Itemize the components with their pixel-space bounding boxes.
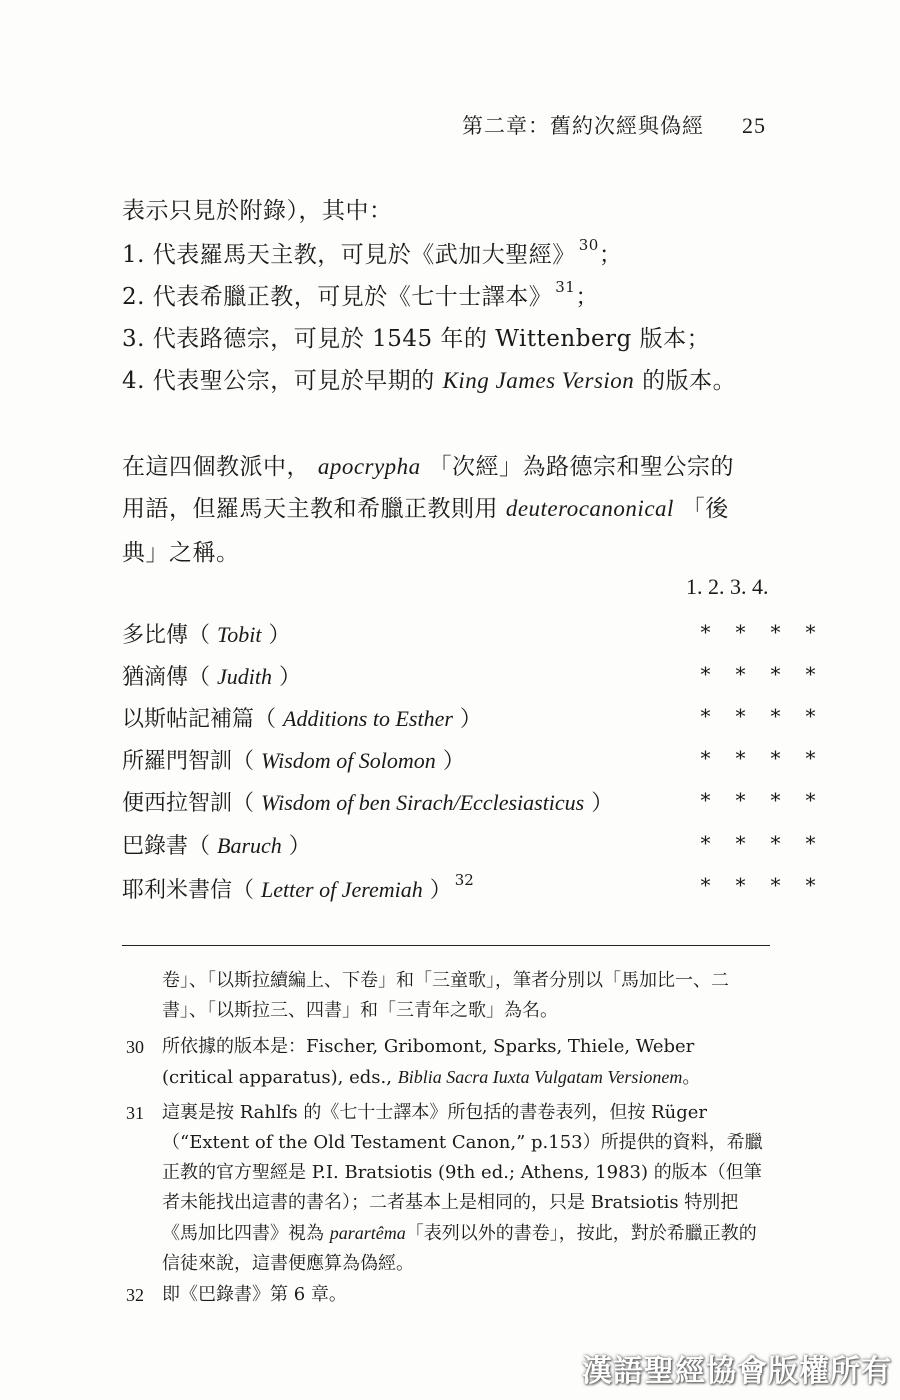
footnote-number: 32 — [126, 1285, 144, 1305]
column-header: 1. 2. 3. 4. — [686, 574, 769, 599]
footnote-text: 所依據的版本是：Fischer, Gribomont, Sparks, Thiele, Weber (critical apparatus), eds., — [162, 1036, 695, 1088]
list-item — [122, 320, 710, 353]
book-name — [122, 618, 290, 649]
book-name — [122, 660, 301, 691]
marks — [688, 788, 828, 812]
mark: * — [735, 746, 746, 770]
mark: * — [735, 788, 746, 812]
table-row — [122, 871, 816, 904]
footnote-end: 「表列以外的書卷」，按此，對於希臘正教的信徒來說，這書便應算為偽經。 — [162, 1223, 757, 1274]
marks — [688, 662, 828, 686]
mark: * — [735, 704, 746, 728]
mark: * — [700, 620, 711, 644]
book-name — [122, 702, 482, 733]
paren-close: ） — [591, 791, 614, 816]
italic-term: deuterocanonical — [505, 496, 674, 521]
italic-term: Biblia Sacra Iuxta Vulgatam Versionem — [397, 1067, 683, 1087]
book-zh: 巴錄書（ — [122, 834, 211, 859]
footnote-ref: 31 — [555, 278, 576, 296]
mark: * — [770, 873, 781, 897]
paren-close: ） — [268, 623, 291, 648]
footnote-text: 卷」、「以斯拉續編上、下卷」和「三童歌」，筆者分別以「馬加比一、二書」、「以斯拉三、四書」和「三青年之歌」為名。 — [162, 970, 729, 1021]
list-item-text: 1. 代表羅馬天主教，可見於《武加大聖經》 — [122, 242, 576, 268]
list-item-tail: 的版本。 — [642, 368, 737, 394]
paragraph-line — [122, 448, 734, 481]
book-en: Tobit — [217, 622, 262, 647]
table-row — [122, 829, 816, 860]
footnote-32 — [126, 1280, 770, 1310]
marks — [688, 831, 828, 855]
mark: * — [805, 873, 816, 897]
book-en: Wisdom of Solomon — [261, 748, 436, 773]
footnote-end: 。 — [682, 1067, 701, 1088]
mark: * — [805, 662, 816, 686]
list-item-tail: ； — [575, 284, 599, 310]
mark: * — [700, 704, 711, 728]
book-zh: 所羅門智訓（ — [122, 749, 255, 774]
paren-close: ） — [459, 707, 482, 732]
book-zh: 便西拉智訓（ — [122, 791, 255, 816]
mark: * — [735, 873, 746, 897]
book-en: Letter of Jeremiah — [261, 877, 423, 902]
list-item — [122, 362, 736, 395]
mark: * — [700, 831, 711, 855]
list-item-text: 2. 代表希臘正教，可見於《七十士譯本》 — [122, 284, 553, 310]
mark: * — [805, 704, 816, 728]
page-number: 25 — [742, 113, 766, 138]
paren-close: ） — [279, 665, 302, 690]
footnote-text: 即《巴錄書》第 6 章。 — [162, 1284, 347, 1305]
book-name — [122, 744, 465, 775]
mark: * — [805, 788, 816, 812]
footnote-number: 31 — [126, 1103, 144, 1123]
footnote-31 — [126, 1098, 770, 1279]
book-name — [122, 829, 311, 860]
list-item-text: 3. 代表路德宗，可見於 1545 年的 Wittenberg 版本； — [122, 326, 711, 352]
book-zh: 猶滴傳（ — [122, 665, 211, 690]
paren-close: ） — [429, 878, 452, 903]
marks — [688, 873, 828, 897]
mark: * — [770, 831, 781, 855]
mark: * — [700, 662, 711, 686]
footnote-divider — [122, 945, 770, 946]
mark: * — [735, 831, 746, 855]
mark: * — [700, 746, 711, 770]
book-zh: 以斯帖記補篇（ — [122, 707, 277, 732]
paren-close: ） — [442, 749, 465, 774]
mark: * — [770, 704, 781, 728]
paragraph-line: 典」之稱。 — [122, 540, 240, 566]
book-zh: 耶利米書信（ — [122, 878, 255, 903]
mark: * — [700, 788, 711, 812]
table-row — [122, 660, 816, 691]
book-en: Baruch — [217, 833, 282, 858]
book-en: Additions to Esther — [283, 706, 453, 731]
paren-close: ） — [288, 834, 311, 859]
footnote-ref: 32 — [454, 871, 474, 889]
mark: * — [805, 746, 816, 770]
text-span: 「次經」為路德宗和聖公宗的 — [428, 454, 734, 480]
list-item — [122, 278, 599, 311]
mark: * — [770, 746, 781, 770]
footnote-ref: 30 — [578, 236, 599, 254]
marks — [688, 620, 828, 644]
table-row — [122, 618, 816, 649]
mark: * — [770, 620, 781, 644]
mark: * — [770, 788, 781, 812]
italic-term: apocrypha — [317, 454, 421, 479]
book-name — [122, 871, 474, 904]
mark: * — [805, 620, 816, 644]
mark: * — [805, 831, 816, 855]
italic-term: parartêma — [329, 1223, 406, 1243]
mark: * — [735, 662, 746, 686]
footnote-30 — [126, 1032, 770, 1093]
book-en: Wisdom of ben Sirach/Ecclesiasticus — [261, 790, 585, 815]
list-item-text: 4. 代表聖公宗，可見於早期的 — [122, 368, 435, 394]
text-span: 在這四個教派中， — [122, 454, 310, 480]
footnote-text: 這裏是按 Rahlfs 的《七十士譯本》所包括的書卷表列，但按 Rüger（“Extent of the Old Testament Canon,” p.153）所提供的資料，希臘正教的官方聖經是 P.I. Bratsiotis (9th ed.; Athens, 1983) 的版本（但筆者未能找出這書的書名）；二者基本上是相同的，只是 Bratsiotis 特別把《馬加比四書》視為 — [162, 1102, 763, 1244]
book-name — [122, 786, 613, 817]
list-item — [122, 236, 622, 269]
copyright-watermark: 漢語聖經協會版權所有 — [582, 1354, 892, 1389]
marks — [688, 704, 828, 728]
paragraph-line — [122, 490, 729, 523]
footnote-number: 30 — [126, 1037, 144, 1057]
list-item-tail: ； — [598, 242, 623, 268]
text-span: 用語，但羅馬天主教和希臘正教則用 — [122, 496, 498, 522]
book-zh: 多比傳（ — [122, 623, 211, 648]
table-row — [122, 744, 816, 775]
book-en: Judith — [217, 664, 273, 689]
footnote-continuation — [126, 966, 770, 1026]
marks — [688, 746, 828, 770]
intro-line: 表示只見於附錄），其中： — [122, 198, 393, 224]
mark: * — [700, 873, 711, 897]
table-row — [122, 786, 816, 817]
italic-term: King James Version — [442, 368, 635, 393]
table-row — [122, 702, 816, 733]
mark: * — [770, 662, 781, 686]
mark: * — [735, 620, 746, 644]
text-span: 「後 — [681, 496, 729, 522]
chapter-title: 第二章：舊約次經與偽經 — [462, 114, 704, 138]
running-head — [462, 110, 766, 140]
